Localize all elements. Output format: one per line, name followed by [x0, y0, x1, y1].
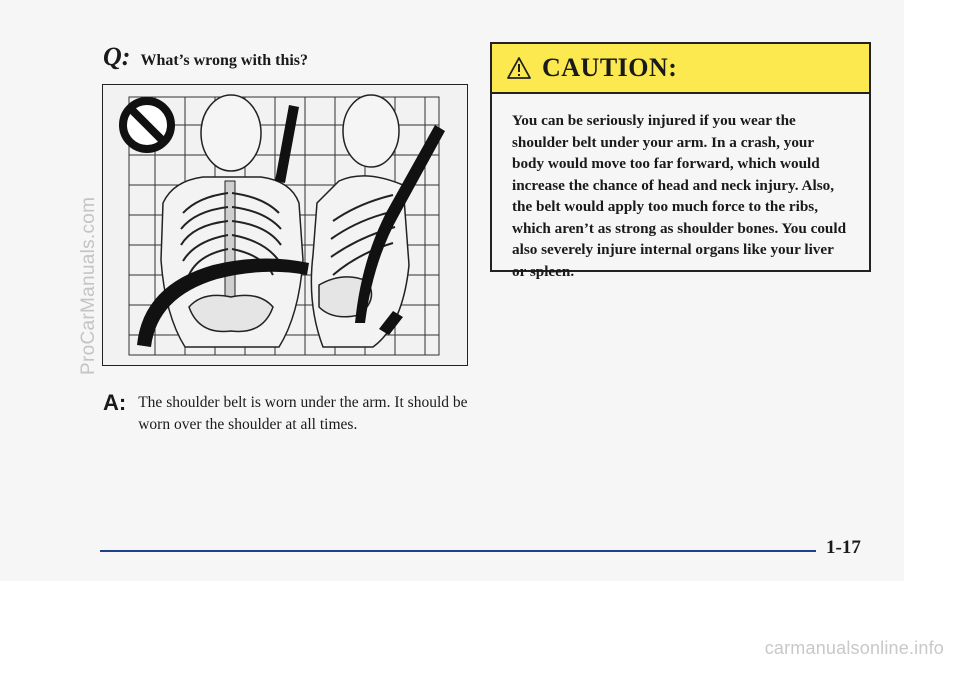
page-number: 1-17 [826, 537, 861, 558]
warning-triangle-icon [506, 56, 532, 80]
site-watermark: carmanualsonline.info [764, 638, 944, 658]
footer-rule [100, 550, 816, 552]
seatbelt-illustration [102, 84, 468, 366]
answer-line [103, 392, 478, 436]
caution-body: You can be seriously injured if you wear the shoulder belt under your arm. In a crash, your body would move too far forward, which would increase the chance of head and neck injury. Also, the belt would apply too much force to the ribs, which aren’t as strong as shoulder bones. You could also severely injure internal organs like your liver or spleen. [512, 112, 847, 280]
prohibited-icon [123, 101, 171, 149]
question-line [103, 42, 308, 72]
caution-title: CAUTION: [542, 53, 678, 82]
answer-mark: A: [103, 390, 127, 415]
caution-box [490, 42, 871, 280]
answer-text: The shoulder belt is worn under the arm. It should be worn over the shoulder at all times. [138, 394, 468, 433]
caution-header [492, 44, 869, 94]
side-watermark: ProCarManuals.com [78, 196, 99, 375]
seatbelt-illustration-svg [103, 85, 467, 365]
question-text: What’s wrong with this? [140, 52, 309, 69]
question-mark: Q: [103, 42, 131, 71]
